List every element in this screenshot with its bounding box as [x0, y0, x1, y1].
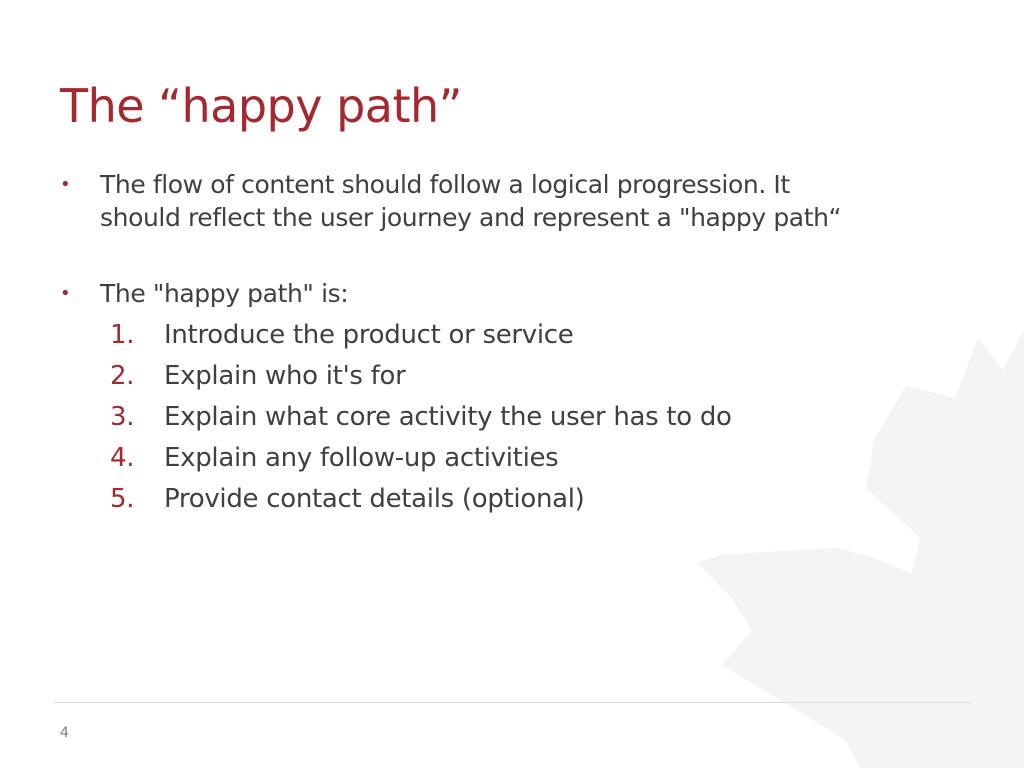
step-item: [110, 356, 732, 397]
step-text: Introduce the product or service: [164, 320, 574, 350]
step-item: [110, 479, 732, 520]
bullet-line: The "happy path" is:: [100, 279, 349, 308]
step-text: Explain what core activity the user has to do: [164, 402, 732, 432]
happy-path-steps: [110, 315, 732, 520]
bullet-item: [60, 168, 920, 234]
slide-title: The “happy path”: [60, 79, 463, 133]
step-item: [110, 438, 732, 479]
step-item: [110, 315, 732, 356]
bullet-line: The flow of content should follow a logical progression. It: [100, 170, 790, 199]
bullet-marker: •: [60, 174, 71, 195]
step-number: 3.: [110, 402, 135, 432]
bullet-text: [100, 277, 920, 310]
step-number: 1.: [110, 320, 135, 350]
step-text: Explain who it's for: [164, 361, 406, 391]
bullet-text: [100, 168, 920, 234]
step-text: Provide contact details (optional): [164, 484, 585, 514]
bullet-line: should reflect the user journey and represent a "happy path“: [100, 203, 842, 232]
step-item: [110, 397, 732, 438]
bullet-item: [60, 277, 920, 310]
step-number: 4.: [110, 443, 135, 473]
step-text: Explain any follow-up activities: [164, 443, 559, 473]
page-number: 4: [60, 725, 69, 741]
step-number: 5.: [110, 484, 135, 514]
footer-divider: [54, 702, 972, 703]
step-number: 2.: [110, 361, 135, 391]
bullet-marker: •: [60, 283, 71, 304]
